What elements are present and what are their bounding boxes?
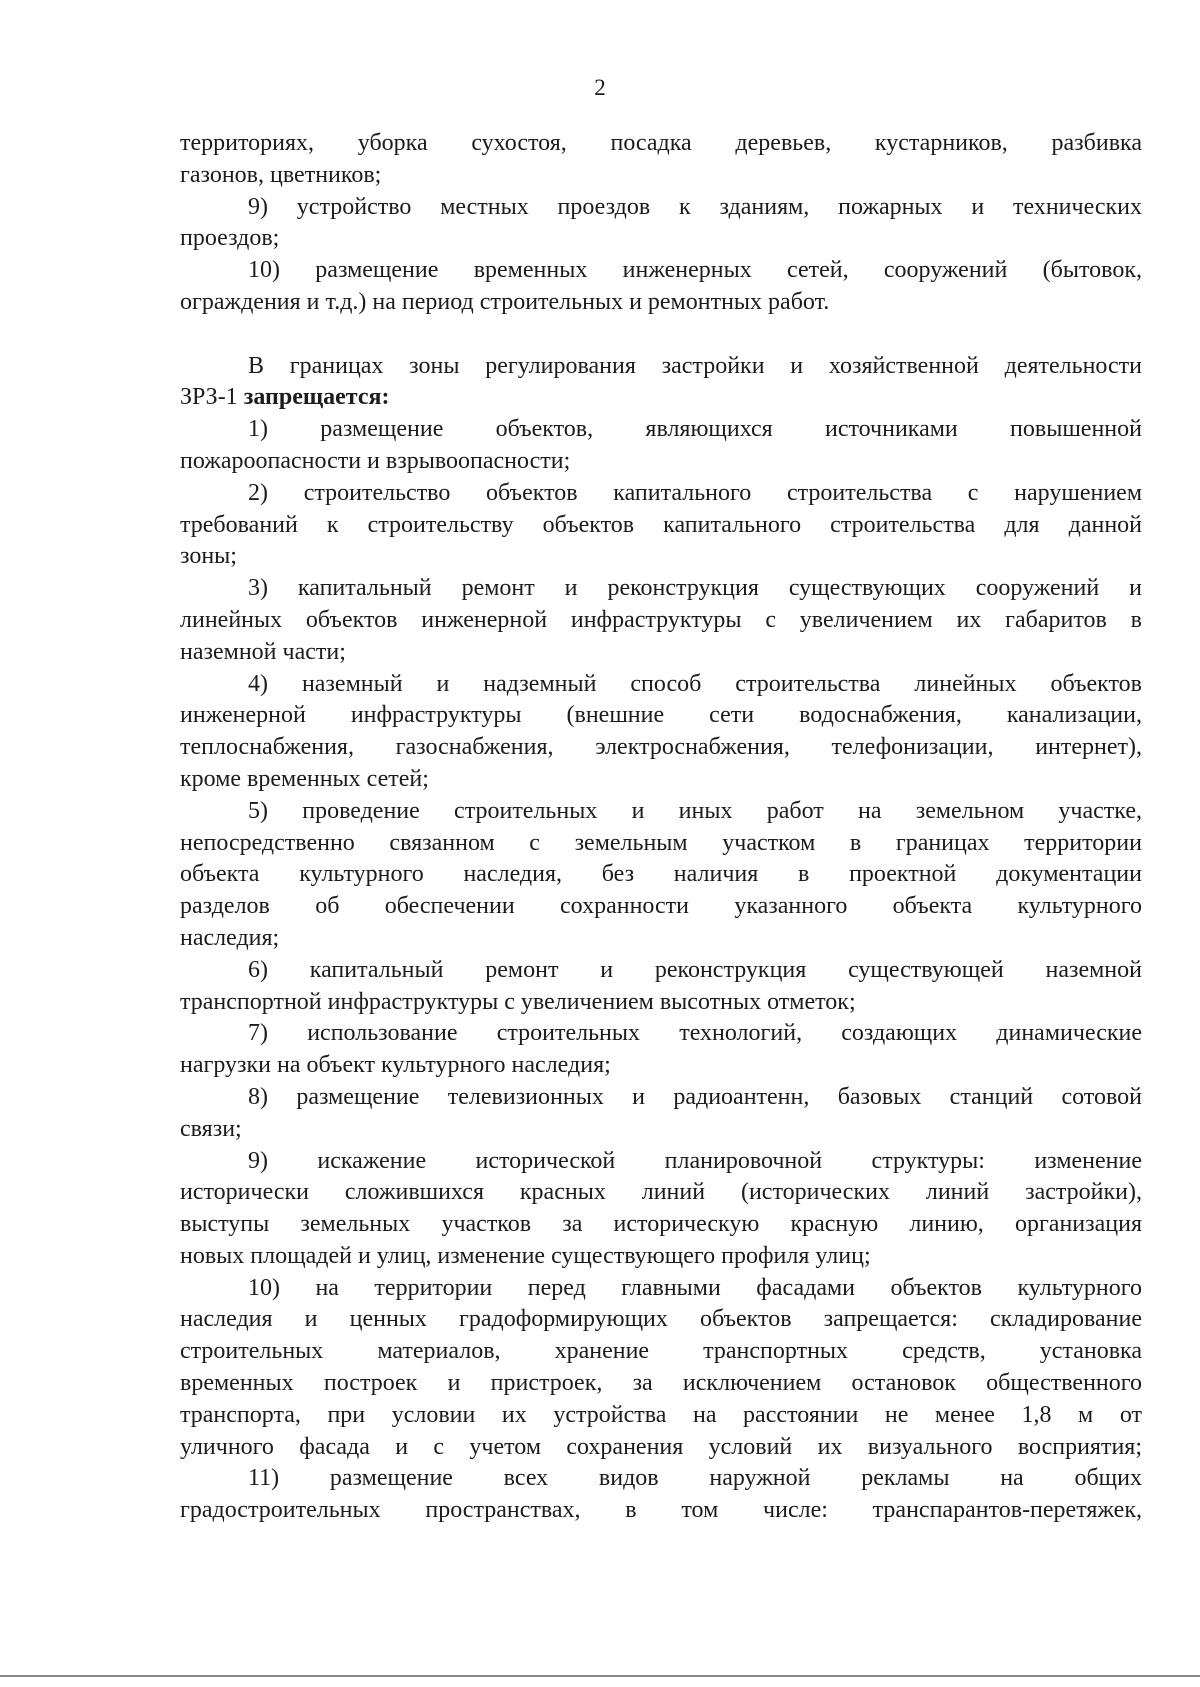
text-line	[180, 382, 1142, 414]
text-line	[180, 1082, 1142, 1114]
text-line-content: строительных материалов, хранение транспортных средств, установка	[180, 1338, 1142, 1365]
text-line-content: теплоснабжения, газоснабжения, электроснабжения, телефонизации, интернет),	[180, 734, 1142, 761]
text-line-content: транспорта, при условии их устройства на расстоянии не менее 1,8 м от	[180, 1401, 1142, 1428]
text-line-content: 11) размещение всех видов наружной рекламы на общих	[248, 1465, 1142, 1492]
bold-emphasis: запрещается:	[243, 384, 390, 411]
text-line-content: наследия и ценных градоформирующих объектов запрещается: складирование	[180, 1306, 1142, 1333]
text-line-content: связи;	[180, 1115, 242, 1142]
text-line	[180, 541, 1142, 573]
text-line-content: 9) устройство местных проездов к зданиям, пожарных и технических	[248, 193, 1142, 220]
text-line-content: ЗРЗ-1	[180, 384, 244, 411]
text-line-content: 4) наземный и надземный способ строительства линейных объектов	[248, 670, 1142, 697]
text-line-content: 2) строительство объектов капитального строительства с нарушением	[248, 479, 1142, 506]
document-body	[180, 128, 1142, 1527]
text-line-content: ограждения и т.д.) на период строительных и ремонтных работ.	[180, 288, 830, 315]
text-line	[180, 287, 1142, 319]
text-line	[180, 573, 1142, 605]
text-line-content: территориях, уборка сухостоя, посадка деревьев, кустарников, разбивка	[180, 130, 1142, 156]
text-line	[180, 1177, 1142, 1209]
text-line	[180, 700, 1142, 732]
text-line	[180, 1209, 1142, 1241]
text-line-content: непосредственно связанном с земельным участком в границах территории	[180, 829, 1142, 856]
text-line	[180, 1114, 1142, 1146]
text-line-content: 5) проведение строительных и иных работ на земельном участке,	[248, 797, 1142, 824]
text-line-content: 1) размещение объектов, являющихся источниками повышенной	[248, 416, 1142, 443]
text-line	[180, 255, 1142, 287]
text-line	[180, 637, 1142, 669]
paragraph-spacer	[180, 319, 1142, 351]
text-line-content: требований к строительству объектов капитального строительства для данной	[180, 511, 1142, 538]
text-line	[180, 192, 1142, 224]
text-line-content: транспортной инфраструктуры с увеличением высотных отметок;	[180, 988, 856, 1015]
text-line-content: проездов;	[180, 225, 280, 252]
text-line-content: 9) искажение исторической планировочной структуры: изменение	[248, 1147, 1142, 1174]
text-line	[180, 669, 1142, 701]
text-line	[180, 859, 1142, 891]
text-line-content: В границах зоны регулирования застройки и хозяйственной деятельности	[248, 352, 1142, 379]
text-line	[180, 446, 1142, 478]
text-line-content: градостроительных пространствах, в том числе: транспарантов-перетяжек,	[180, 1497, 1142, 1524]
text-line-content: 3) капитальный ремонт и реконструкция существующих сооружений и	[248, 575, 1142, 602]
text-line-content: зоны;	[180, 543, 237, 570]
text-line-content: газонов, цветников;	[180, 161, 382, 188]
text-line-content: временных построек и пристроек, за исключением остановок общественного	[180, 1370, 1142, 1397]
text-line	[180, 987, 1142, 1019]
text-line	[180, 128, 1142, 160]
text-line-content: нагрузки на объект культурного наследия;	[180, 1052, 611, 1079]
text-line-content: 10) размещение временных инженерных сетей, сооружений (бытовок,	[248, 257, 1142, 284]
text-line	[180, 1400, 1142, 1432]
text-line	[180, 796, 1142, 828]
text-line-content: уличного фасада и с учетом сохранения условий их визуального восприятия;	[180, 1433, 1142, 1460]
text-line	[180, 478, 1142, 510]
text-line-content: разделов об обеспечении сохранности указанного объекта культурного	[180, 893, 1142, 920]
text-line	[180, 1241, 1142, 1273]
text-line	[180, 1336, 1142, 1368]
text-line-content: 10) на территории перед главными фасадами объектов культурного	[248, 1274, 1142, 1301]
text-line-content: инженерной инфраструктуры (внешние сети водоснабжения, канализации,	[180, 702, 1142, 729]
page-bottom-edge	[0, 1675, 1200, 1677]
page-number: 2	[594, 75, 606, 100]
text-line	[180, 923, 1142, 955]
text-line	[180, 828, 1142, 860]
text-line	[180, 1304, 1142, 1336]
text-line-content: 8) размещение телевизионных и радиоантенн, базовых станций сотовой	[248, 1083, 1142, 1110]
text-line-content: исторически сложившихся красных линий (исторических линий застройки),	[180, 1179, 1142, 1206]
text-line	[180, 1050, 1142, 1082]
text-line	[180, 223, 1142, 255]
text-line-content: объекта культурного наследия, без наличия в проектной документации	[180, 861, 1142, 888]
text-line	[180, 351, 1142, 383]
text-line	[180, 955, 1142, 987]
text-line	[180, 764, 1142, 796]
text-line	[180, 1368, 1142, 1400]
text-line-content: кроме временных сетей;	[180, 765, 429, 792]
text-line-content: наземной части;	[180, 638, 346, 665]
text-line-content: линейных объектов инженерной инфраструктуры с увеличением их габаритов в	[180, 606, 1142, 633]
text-line	[180, 160, 1142, 192]
text-line	[180, 414, 1142, 446]
text-line	[180, 891, 1142, 923]
text-line	[180, 510, 1142, 542]
text-line-content: пожароопасности и взрывоопасности;	[180, 447, 571, 474]
text-line	[180, 1432, 1142, 1464]
text-line-content: 7) использование строительных технологий, создающих динамические	[248, 1020, 1142, 1047]
text-line	[180, 732, 1142, 764]
text-line-content: 6) капитальный ремонт и реконструкция существующей наземной	[248, 956, 1142, 983]
text-line-content: наследия;	[180, 924, 280, 951]
text-line	[180, 1018, 1142, 1050]
text-line-content: выступы земельных участков за историческую красную линию, организация	[180, 1211, 1142, 1238]
text-line	[180, 1495, 1142, 1527]
text-line-content: новых площадей и улиц, изменение существующего профиля улиц;	[180, 1242, 871, 1269]
text-line	[180, 605, 1142, 637]
text-line	[180, 1146, 1142, 1178]
text-line	[180, 1273, 1142, 1305]
text-line	[180, 1463, 1142, 1495]
